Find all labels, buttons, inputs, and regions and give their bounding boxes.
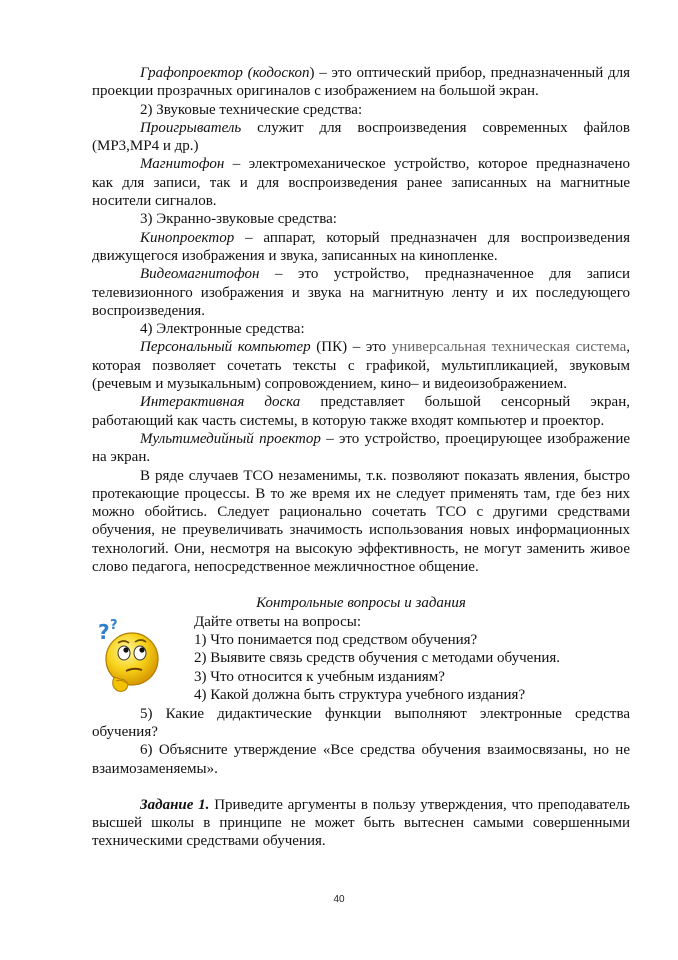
task-1 — [92, 796, 630, 851]
paragraph-player — [92, 119, 630, 156]
list-item-4: 4) Электронные средства: — [140, 321, 305, 338]
term-mproj: Мультимедийный проектор — [140, 430, 321, 447]
term-player: Проигрыватель — [140, 119, 242, 136]
paragraph-mproj — [92, 430, 630, 467]
definition-player: служит для воспроизведения современных файлов (МР3,МР4 и др.) — [92, 119, 630, 155]
spacer — [92, 778, 630, 796]
list-item-2: 2) Звуковые технические средства: — [140, 101, 363, 118]
paragraph-pc — [92, 338, 630, 393]
svg-text:?: ? — [110, 617, 118, 633]
pc-mid: (ПК) – это — [310, 339, 392, 356]
definition-kinoprojector: – аппарат, который предназначен для воспроизведения движущегося изображения и звука, записанных на кинопленке. — [92, 229, 630, 264]
paragraph-board — [92, 393, 630, 430]
question-5: 5) Какие дидактические функции выполняют электронные средства обучения? — [92, 705, 630, 740]
term-pc: Персональный компьютер — [140, 339, 311, 356]
questions-block — [92, 613, 630, 723]
paragraph-vcr — [92, 265, 630, 320]
question-4: 4) Какой должна быть структура учебного издания? — [194, 686, 526, 703]
question-3: 3) Что относится к учебным изданиям? — [194, 668, 445, 685]
question-1: 1) Что понимается под средством обучения? — [194, 631, 478, 648]
spacer — [92, 576, 630, 594]
paragraph-graphoprojector — [92, 64, 630, 101]
term-board: Интерактивная доска — [140, 394, 301, 411]
question-2: 2) Выявите связь средств обучения с методами обучения. — [194, 650, 561, 667]
definition-mproj: – это устройство, проецирующее изображение на экран. — [92, 430, 631, 466]
term-graphoprojector: Графопроектор (кодоскоп — [140, 65, 310, 81]
term-vcr: Видеомагнитофон — [140, 266, 260, 283]
pc-highlight: универсальная техническая система — [391, 339, 627, 356]
term-recorder: Магнитофон — [140, 156, 225, 173]
paragraph-kinoprojector — [92, 229, 630, 266]
term-kinoprojector: Кинопроектор — [140, 229, 235, 246]
paragraph-tso: В ряде случаев ТСО незаменимы, т.к. позволяют показать явления, быстро протекающие процессы. В то же время их не следует применять там, где без них можно обойтись. Следует рационально сочетать ТСО с другими средствами обучения, не преувеличивать значимость использования новых информационных технологий. Они, несмотря на высокую эффективность, не могут заменить живое слово педагога, непосредственное межличностное общение. — [92, 467, 630, 576]
questions-intro: Дайте ответы на вопросы: — [194, 613, 361, 630]
section-heading: Контрольные вопросы и задания — [256, 595, 466, 612]
definition-recorder: – электромеханическое устройство, которое предназначено как для записи, так и для воспроизведения ранее записанных на магнитные носители сигналов. — [92, 156, 630, 210]
definition-board: представляет большой сенсорный экран, работающий как часть системы, в которую также входят компьютер и проектор. — [92, 394, 630, 429]
paragraph-recorder — [92, 155, 630, 210]
question-list — [194, 613, 630, 704]
definition-vcr: – это устройство, предназначенное для записи телевизионного изображения и звука на магнитную ленту и их последующего воспроизведения. — [92, 266, 630, 319]
task-label: Задание 1. — [140, 796, 210, 813]
question-6: 6) Объясните утверждение «Все средства обучения взаимосвязаны, но не взаимозаменяемы». — [92, 742, 630, 777]
definition-graphoprojector: ) – это оптический прибор, предназначенный для проекции прозрачных оригиналов с изображением на большой экран. — [92, 65, 631, 100]
page-number: 40 — [333, 894, 345, 905]
list-item-3: 3) Экранно-звуковые средства: — [140, 211, 337, 228]
page-body — [92, 64, 630, 851]
definition-pc: , которая позволяет сочетать тексты с графикой, мультипликацией, звуковым (речевым и музыкальным) сопровождением, кино– и видеоизображением. — [92, 339, 630, 393]
task-text: Приведите аргументы в пользу утверждения, что преподаватель высшей школы в принципе не может быть вытеснен самыми совершенными техническими средствами обучения. — [92, 796, 630, 850]
svg-text:?: ? — [98, 619, 110, 644]
thinking-smiley-icon — [96, 615, 160, 695]
